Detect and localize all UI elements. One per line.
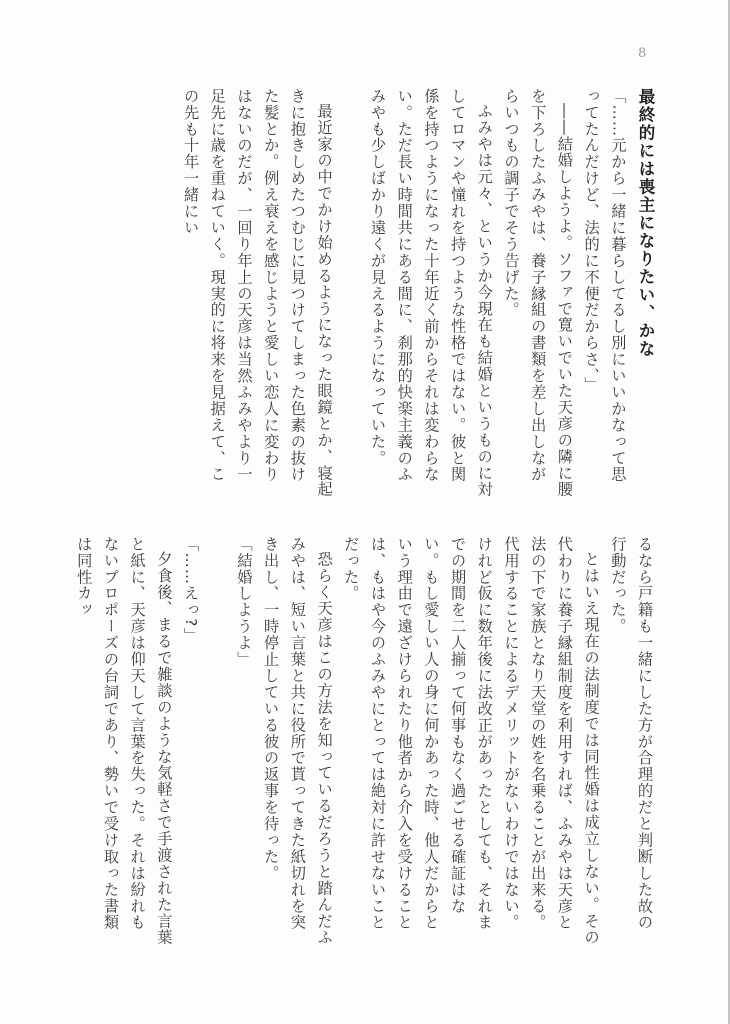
upper-text-tier: [98, 88, 658, 498]
chapter-title: 最終的には喪主になりたい、かな: [636, 88, 655, 358]
paragraph-dialogue-marry: 「結婚しようよ」: [235, 536, 254, 668]
paragraph-aging-reflection: 最近家の中でかけ始めるようになった眼鏡とか、寝起きに抱きしめたつむじに見つけてしまった色素の抜けた髪とか。例え衰えを感じようと愛しい恋人に変わりはないのだが、一回り年上の天彦は当然ふみやより一足先に歳を重ねていく。現実的に将来を見据えて、この先も十年一緒にい: [182, 88, 334, 498]
lower-text-tier: [75, 536, 658, 946]
paragraph-legal-system: とはいえ現在の法制度では同性婚は成立しない。その代わりに養子縁組制度を利用すれば、ふみやは天彦と法の下で家族となり天堂の姓を名乗ることが出来る。代用することによるデメリットがないわけではない。けれど仮に数年後に法改正があったとしても、それまでの期間を二人揃って何事もなく過ごせる確証はない。もし愛しい人の身に何かあった時、他人だからという理由で遠ざけられたり他者から介入を受けることは、もはや今のふみやにとっては絶対に許せないことだった。: [342, 536, 601, 946]
page-number: 8: [638, 46, 647, 61]
paragraph-continuation: るなら戸籍も一緒にした方が合理的だと判断した故の行動だった。: [609, 536, 654, 931]
paragraph-dialogue-eh: 「……えっ?」: [182, 536, 201, 644]
paragraph-fumiya-background: ふみやは元々、というか今現在も結婚というものに対してロマンや憧れを持つような性格ではない。彼と関係を持つようになった十年近く前からそれは変わらない。ただ長い時間共にある間に、刹那的快楽主義のふみやも少しばかり遠くが見えるようになっていた。: [368, 88, 494, 498]
paragraph-after-dinner: 夕食後、まるで雑談のような気軽さで手渡された言葉と紙に、天彦は仰天して言葉を失った。それは紛れもないプロポーズの台詞であり、勢いで受け取った書類は同性カッ: [75, 536, 174, 946]
paragraph-dialogue-1: 「……元から一緒に暮らしてるし別にいいかなって思ってたんだけど、法的に不便だからさ、」: [582, 88, 628, 483]
paragraph-proposal-narration: ――結婚しようよ。ソファで寛いでいた天彦の隣に腰を下ろしたふみやは、養子縁組の書類を差し出しながらいつもの調子でそう告げた。: [502, 88, 574, 498]
paragraph-waiting-reply: 恐らく天彦はこの方法を知っているだろうと踏んだふみやは、短い言葉と共に役所で貰ってきた紙切れを突き出し、一時停止している彼の返事を待った。: [262, 536, 334, 946]
